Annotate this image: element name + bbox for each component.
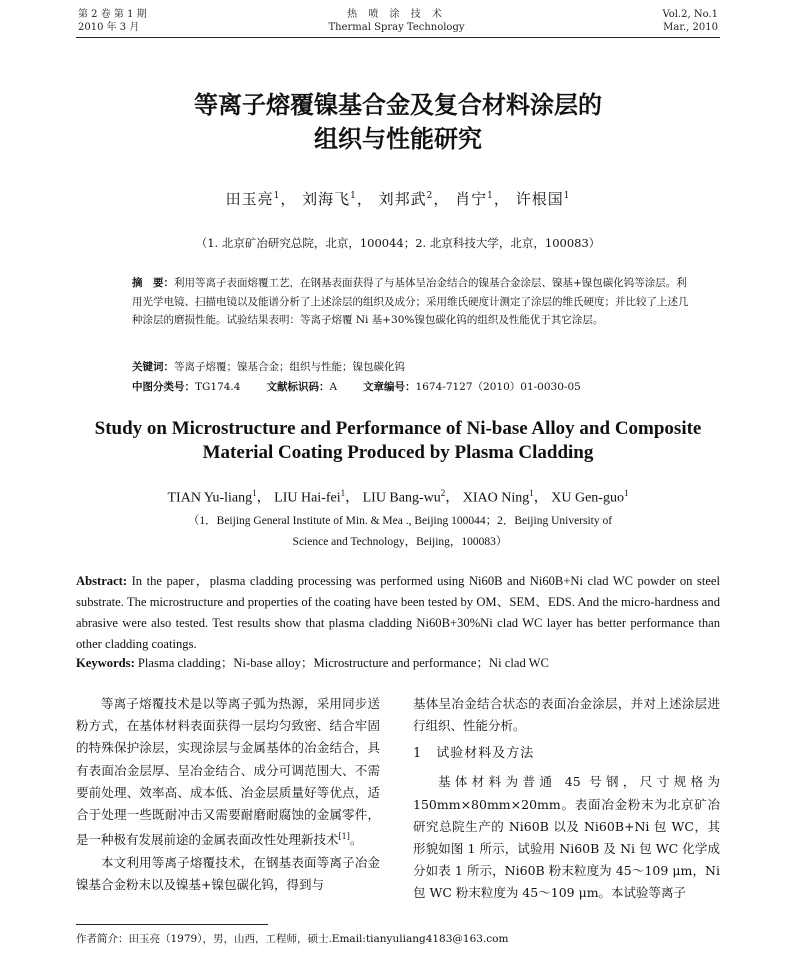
body-paragraph: 本文利用等离子熔覆技术，在钢基表面等离子冶金镍基合金粉末以及镍基+镍包碳化钨，得到与	[76, 854, 380, 892]
doc-code-value: A	[329, 381, 338, 393]
abstract-cn	[132, 274, 692, 330]
keywords-en-text: Plasma cladding；Ni-base alloy；Microstructure and performance；Ni clad WC	[137, 656, 549, 670]
author-cn: 肖宁	[455, 190, 488, 208]
author-cn-affil: 1	[563, 191, 571, 201]
author-en-affil: 1	[252, 488, 257, 498]
paper-title-en	[76, 417, 720, 465]
running-header-center	[280, 8, 513, 34]
running-header-right	[610, 8, 718, 34]
section-heading: 1 试验材料及方法	[413, 746, 535, 762]
author-en-affil: 1	[623, 488, 629, 498]
title-cn-line2: 组织与性能研究	[314, 125, 482, 153]
date-en: Mar., 2010	[663, 22, 718, 33]
author-cn: 刘邦武	[378, 190, 427, 208]
author-cn-affil: 2	[426, 191, 434, 201]
keywords-en	[76, 653, 720, 674]
classification-line	[132, 378, 692, 396]
author-cn: 刘海飞	[302, 190, 351, 208]
author-en-affil: 1	[340, 488, 346, 498]
affiliation-en	[160, 511, 640, 553]
affiliation-cn: （1. 北京矿冶研究总院，北京，100044；2. 北京科技大学，北京，100083）	[195, 236, 601, 250]
journal-name-cn: 热 喷 涂 技 术	[347, 9, 446, 20]
author-en-affil: 2	[440, 488, 446, 498]
author-cn: 田玉亮	[225, 190, 274, 208]
abstract-cn-label: 摘 要：	[132, 277, 174, 289]
clc-label: 中图分类号：	[132, 381, 195, 393]
keywords-cn-label: 关键词：	[132, 361, 174, 373]
author-cn-affil: 1	[350, 191, 357, 201]
author-en: LIU Hai-fei	[274, 490, 341, 506]
keywords-cn	[132, 358, 692, 376]
affiliation-en-line1: （1．Beijing General Institute of Min. & Mea ., Beijing 100044；2．Beijing University of	[187, 515, 613, 527]
abstract-en-text: In the paper，plasma cladding processing was performed using Ni60B and Ni60B+Ni clad WC powder on steel substrate. The microstructure and properties of the coating have been tested by OM、SEM、EDS. And the micro-hardness and abrasive were also tested. Test results show that plasma cladding Ni60B+30%Ni clad WC layer has better performance than other cladding coatings.	[76, 574, 720, 651]
abstract-en	[76, 571, 720, 655]
abstract-cn-text: 利用等离子表面熔覆工艺，在钢基表面获得了与基体呈冶金结合的镍基合金涂层、镍基+镍包碳化钨等涂层。利用光学电镜、扫描电镜以及能谱分析了上述涂层的组织及成分；采用维氏硬度计测定了涂层的维氏硬度；并比较了上述几种涂层的磨损性能。试验结果表明：等离子熔覆 Ni 基+30%镍包碳化钨的组织及性能优于其它涂层。	[132, 277, 689, 326]
keywords-en-label: Keywords:	[76, 656, 135, 670]
body-paragraph: 基体材料为普通 45 号钢，尺寸规格为 150mm×80mm×20mm。表面冶金粉末为北京矿冶研究总院生产的 Ni60B 以及 Ni60B+Ni 包 WC，其形貌如图 1 所示，试验用 Ni60B 及 Ni 包 WC 化学成分如表 1 所示，Ni60B 粉末粒度为 45～109 μm，Ni 包 WC 粉末粒度为 45～109 μm。本试验等离子	[413, 774, 720, 901]
author-list-en: TIAN Yu-liang$^1$， LIU Hai-fei$^1$， LIU Bang-$wu^2$， XIAO Ning$^1$， XU Gen-guo$^1$	[167, 488, 629, 506]
body-paragraph-continued: 基体呈冶金结合状态的表面冶金涂层，并对上述涂层进行组织、性能分析。	[413, 696, 720, 734]
author-en: XIAO Ning	[462, 490, 530, 506]
author-cn-affil: 1	[273, 191, 281, 201]
body-paragraph	[76, 693, 380, 852]
author-cn: 许根国	[515, 190, 564, 208]
author-en: LIU Bang-wu	[362, 490, 441, 506]
body-text: 等离子熔覆技术是以等离子弧为热源，采用同步送粉方式，在基体材料表面获得一层均匀致密、结合牢固的特殊保护涂层，实现涂层与金属基体的冶金结合，具有表面冶金层厚、呈冶金结合、成分可调范围大、不需要前处理、效率高、成本低、冶金层质量好等优点，适合于处理一些既耐冲击又需要耐磨耐腐蚀的金属零件，是一种极有发展前途的金属表面改性处理新技术	[76, 696, 380, 848]
title-en-line1: Study on Microstructure and Performance of Ni-base Alloy and Composite	[94, 418, 702, 439]
volume-issue-cn: 第 2 卷 第 1 期	[78, 9, 147, 20]
body-text: 。	[349, 832, 363, 848]
affiliation-en-line2: Science and Technology，Beijing，100083）	[292, 536, 508, 548]
volume-issue-en: Vol.2, No.1	[662, 9, 718, 20]
clc-value: TG174.4	[195, 381, 241, 393]
keywords-cn-text: 等离子熔覆；镍基合金；组织与性能；镍包碳化钨	[174, 361, 405, 373]
author-list-cn: 田玉亮$^1$， 刘海飞$^1$， 刘邦武$^2$， 肖宁$^1$， 许根国$^1$	[225, 190, 571, 208]
date-cn: 2010 年 3 月	[78, 22, 140, 33]
article-number-label: 文章编号：	[363, 381, 416, 393]
body-column-left	[76, 693, 380, 896]
doc-code-label: 文献标识码：	[266, 381, 330, 393]
author-en-affil: 1	[529, 488, 534, 498]
author-en: TIAN Yu-liang	[167, 490, 253, 506]
title-en-line2: Material Coating Produced by Plasma Cladding	[202, 442, 594, 463]
footnote-rule	[76, 924, 268, 925]
journal-name-en: Thermal Spray Technology	[328, 22, 465, 33]
citation-ref[interactable]: [1]	[338, 832, 350, 842]
author-cn-affil: 1	[487, 191, 494, 201]
header-rule	[76, 37, 720, 38]
title-cn-line1: 等离子熔覆镍基合金及复合材料涂层的	[194, 91, 602, 119]
paper-title-cn	[76, 88, 720, 156]
article-number-value: 1674-7127（2010）01-0030-05	[415, 381, 581, 393]
running-header-left	[78, 8, 228, 34]
body-column-right	[413, 693, 720, 905]
abstract-en-label: Abstract:	[76, 574, 128, 588]
author-footnote: 作者简介：田玉亮（1979），男，山西，工程师，硕士.Email:tianyuliang4183@163.com	[76, 933, 509, 945]
author-en: XU Gen-guo	[551, 490, 624, 506]
